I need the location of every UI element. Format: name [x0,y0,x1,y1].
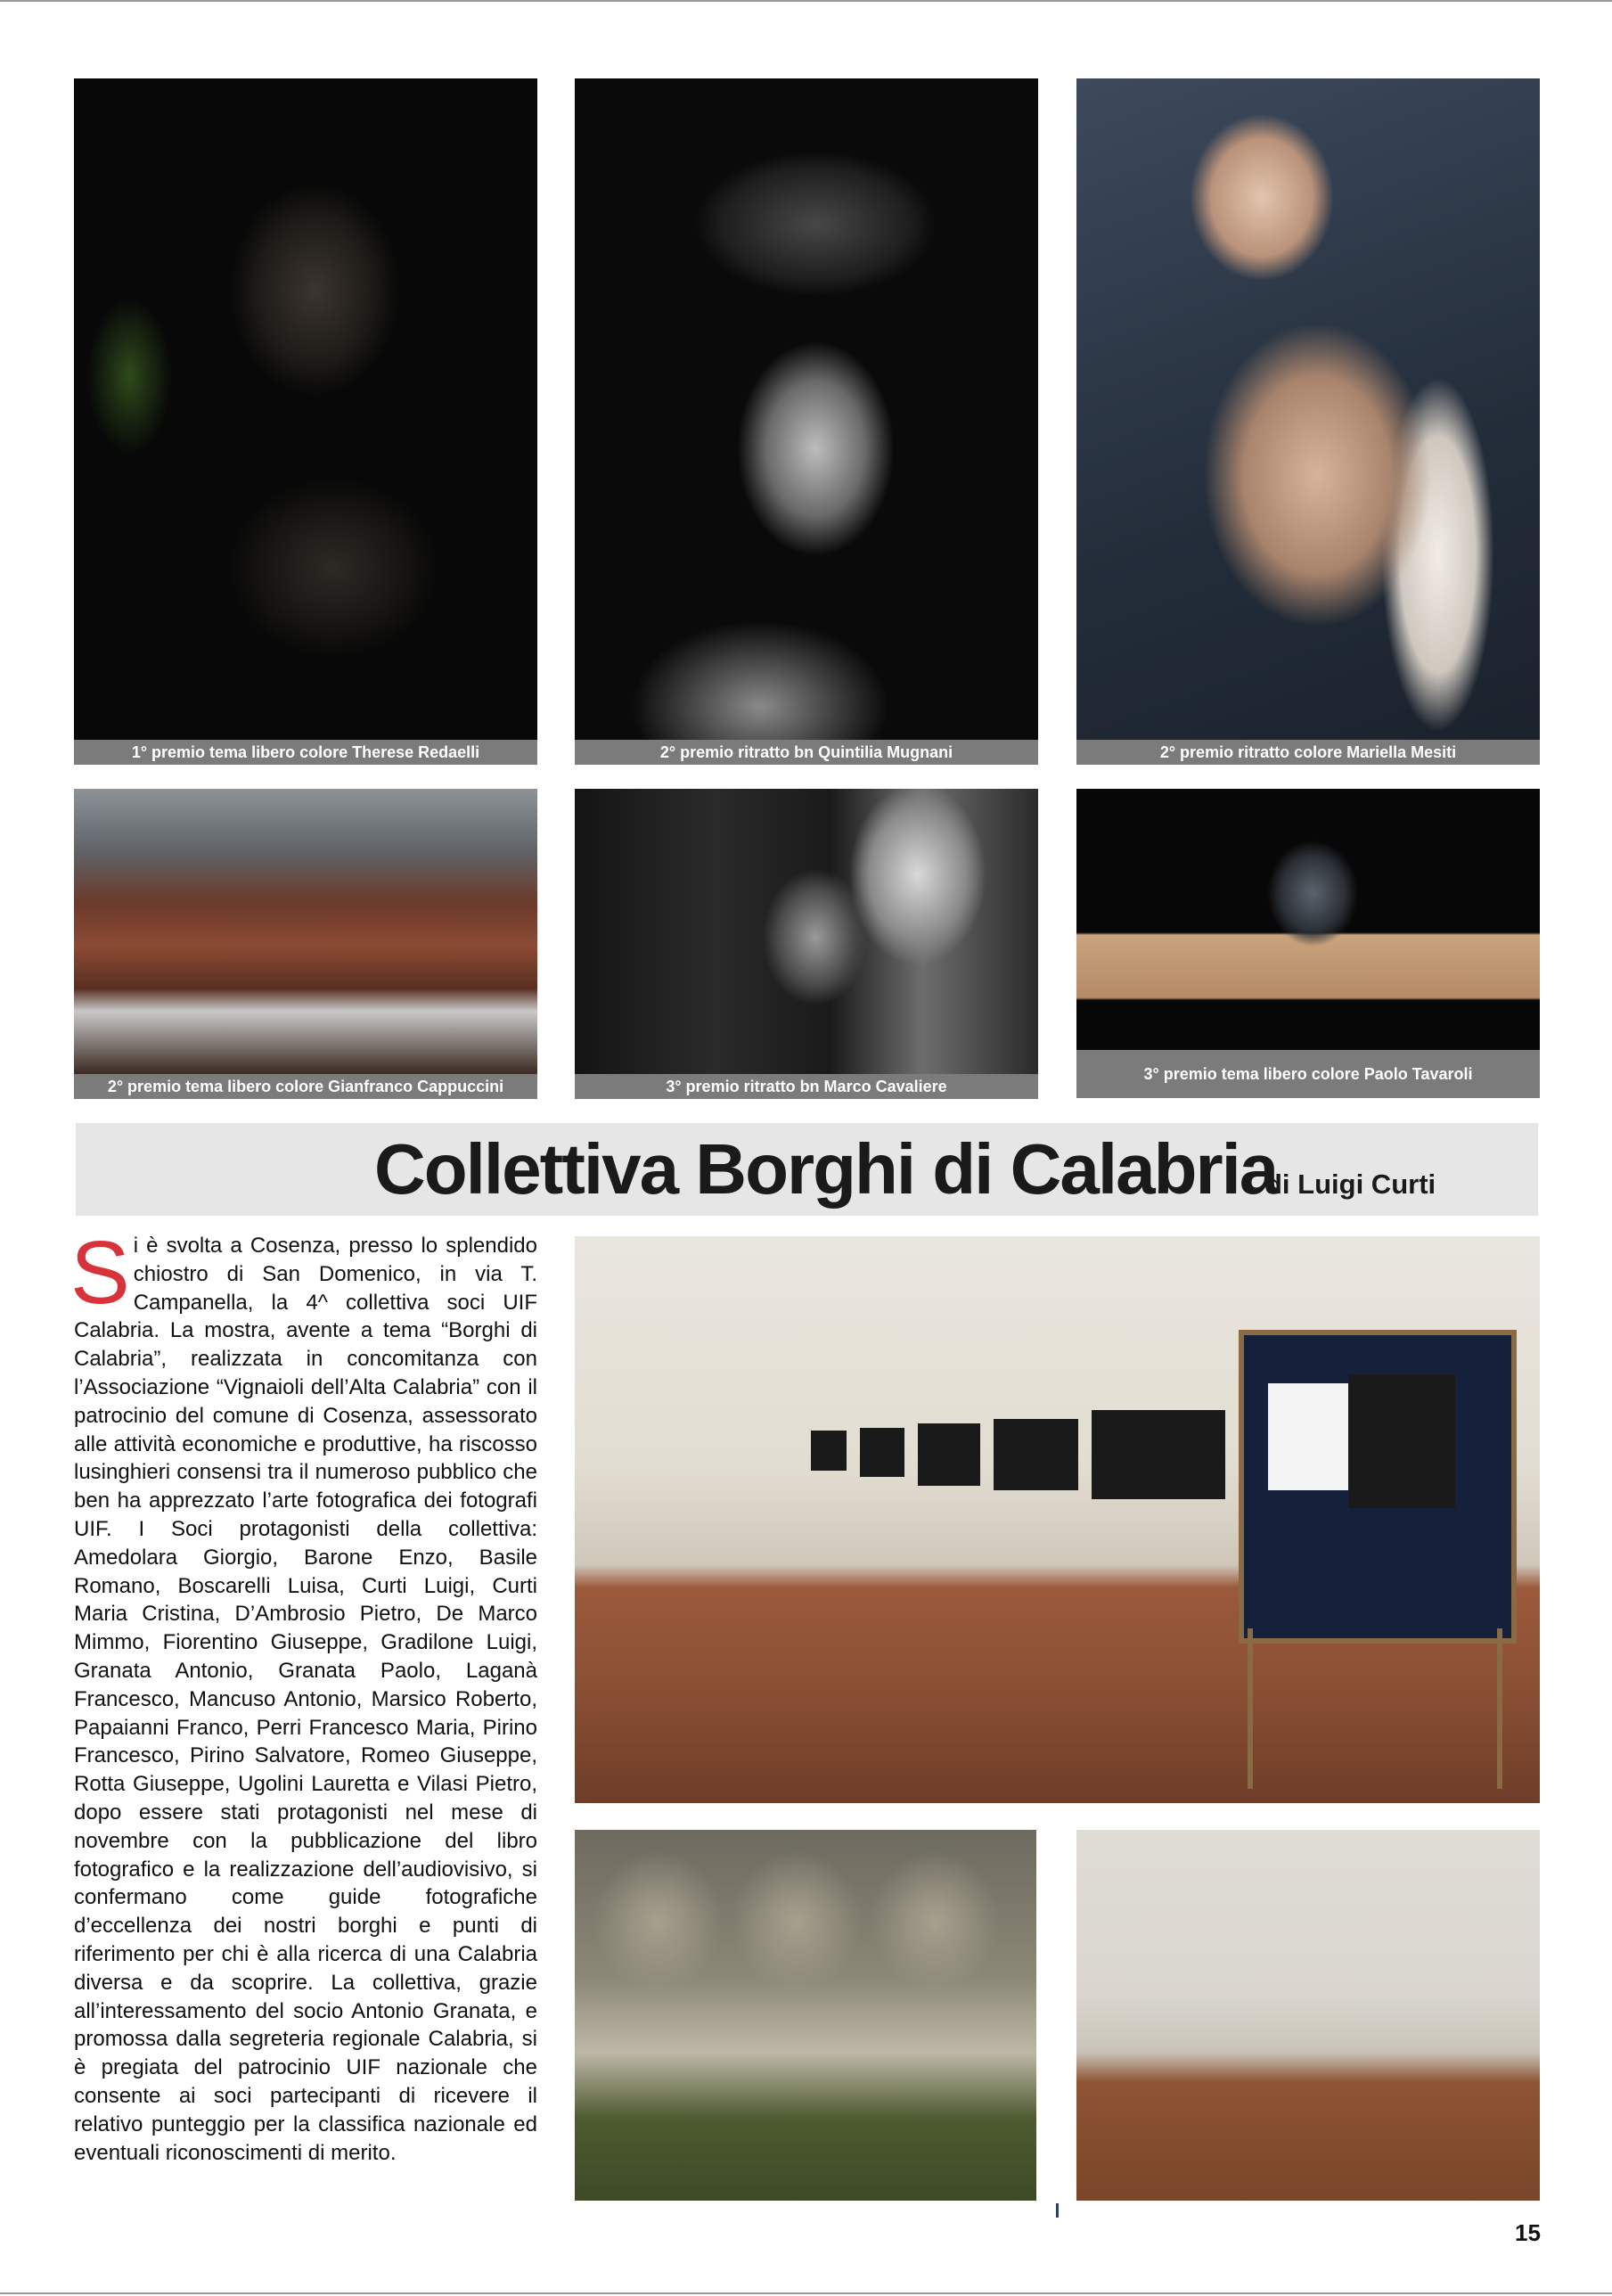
photo-caption: 3° premio ritratto bn Marco Cavaliere [575,1074,1038,1099]
veiled-woman-photo [575,78,1038,740]
exhibition-cloister-photo [575,1236,1540,1803]
page-number: 15 [1515,2219,1541,2246]
article-text: i è svolta a Cosenza, presso lo splendido chiostro di San Domenico, in via T. Campanella, la 4^ collettiva soci UIF Calabria. La mostra, avente a tema “Borghi di Calabria”, realizzata in concomitanza con l’Associazione “Vignaioli dell’Alta Calabria” con il patrocinio del comune di Cosenza, assessorato alle attività economiche e produttive, ha riscosso lusinghieri consensi tra il numeroso pubblico che ben ha apprezzato l’arte fotografica dei fotografi UIF. I Soci protagonisti della collettiva: Amedolara Giorgio, Barone Enzo, Basile Romano, Boscarelli Luisa, Curti Luigi, Curti Maria Cristina, D’Ambrosio Pietro, De Marco Mimmo, Fiorentino Giuseppe, Gradilone Luigi, Granata Antonio, Granata Paolo, Laganà Francesco, Mancuso Antonio, Marsico Roberto, Papaianni Franco, Perri Francesco Maria, Pirino Francesco, Pirino Salvatore, Romeo Giuseppe, Rotta Giuseppe, Ugolini Lauretta e Vilasi Pietro, dopo essere stati protagonisti nel mese di novembre con la pubblicazione del libro fotografico e la realizzazione dell’audiovisivo, si confermano come guide fotografiche d’eccellenza dei nostri borghi e punti di riferimento per chi è alla ricerca di una Calabria diversa e da scoprire. La collettiva, grazie all’interessamento del socio Antonio Granata, e promossa dalla segreteria regionale Calabria, si è pregiata del patrocinio UIF nazionale che consente ai soci partecipanti di ricevere il relativo punteggio per la classifica nazionale ed eventuali riconoscimenti di merito. [74,1234,537,2165]
framed-print [1092,1410,1225,1499]
framed-print [860,1428,904,1477]
easel-leg [1248,1628,1253,1789]
photo-caption: 2° premio tema libero colore Gianfranco Cappuccini [74,1074,537,1099]
photo-caption: 2° premio ritratto bn Quintilia Mugnani [575,740,1038,765]
drop-cap: S [70,1223,130,1323]
exhibition-poster [1268,1383,1348,1490]
canyon-paragliders-photo [74,789,537,1074]
cloister-corridor-photo [1076,1830,1540,2201]
gorilla-photo [74,78,537,740]
article-title: Collettiva Borghi di Calabria [374,1129,1278,1209]
cloister-arches-photo [575,1830,1036,2201]
easel-leg [1497,1628,1502,1789]
print-mark [1056,2203,1059,2218]
bald-woman-photo [1076,78,1540,740]
framed-print [811,1431,847,1471]
photo-caption: 2° premio ritratto colore Mariella Mesiti [1076,740,1540,765]
bottom-border [0,2292,1612,2294]
article-byline: di Luigi Curti [1265,1168,1436,1200]
exhibition-poster [1348,1374,1455,1508]
framed-print [918,1423,980,1486]
article-body [70,1223,537,2167]
top-border [0,0,1612,2]
dog-with-book-photo [1076,789,1540,1050]
photo-caption: 3° premio tema libero colore Paolo Tavaroli [1076,1050,1540,1098]
photo-caption: 1° premio tema libero colore Therese Redaelli [74,740,537,765]
vermeer-painter-photo [575,789,1038,1074]
framed-print [994,1419,1078,1490]
